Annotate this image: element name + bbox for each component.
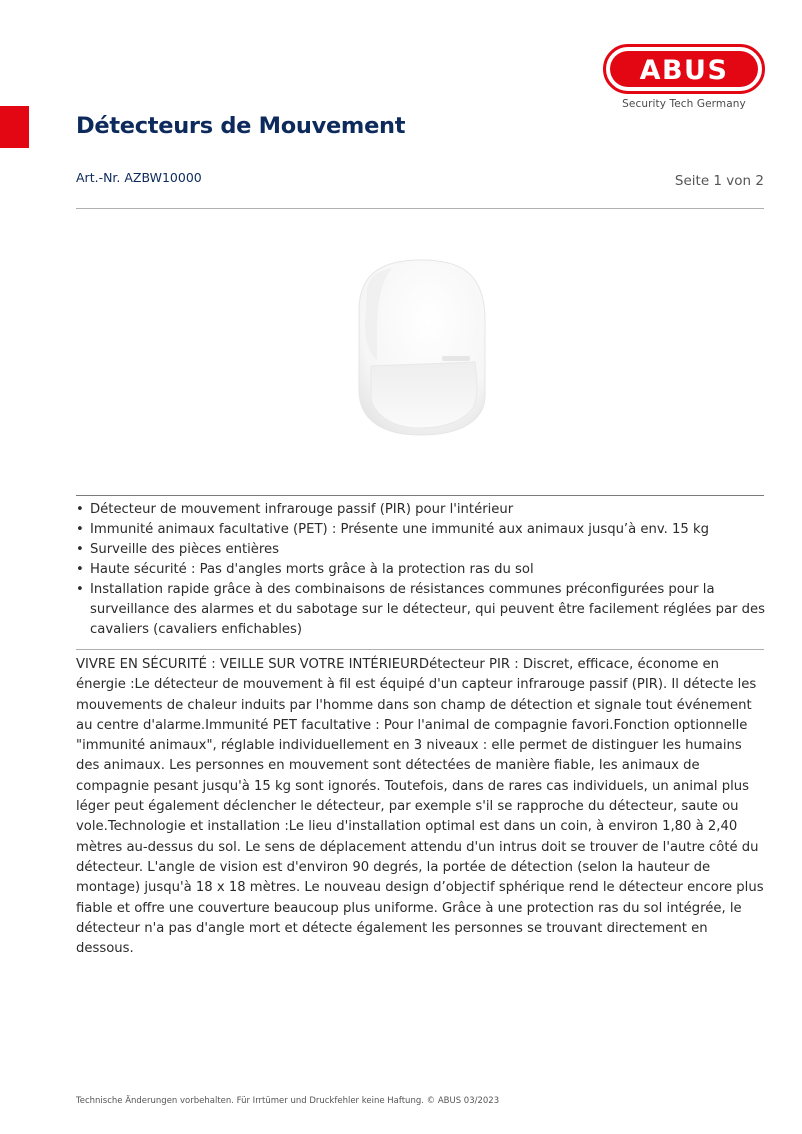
feature-item: • Détecteur de mouvement infrarouge passif (PIR) pour l'intérieur bbox=[76, 500, 766, 520]
feature-list bbox=[76, 500, 766, 640]
feature-item: • Surveille des pièces entières bbox=[76, 540, 766, 560]
article-number: Art.-Nr. AZBW10000 bbox=[76, 170, 202, 185]
product-description: VIVRE EN SÉCURITÉ : VEILLE SUR VOTRE INTÉRIEURDétecteur PIR : Discret, efficace, économe en énergie :Le détecteur de mouvement à fil est équipé d'un capteur infrarouge passif (PIR). Il détecte les mouvements de chaleur induits par l'homme dans son champ de détection et signale tout événement au centre d'alarme.Immunité PET facultative : Pour l'animal de compagnie favori.Fonction optionnelle "immunité animaux", réglable individuellement en 3 niveaux : elle permet de distinguer les humains des animaux. Les personnes en mouvement sont détectées de manière fiable, les animaux de compagnie pesant jusqu'à 15 kg sont ignorés. Toutefois, dans de rares cas individuels, un animal plus léger peut également déclencher le détecteur, par exemple s'il se rapproche du détecteur, saute ou vole.Technologie et installation :Le lieu d'installation optimal est dans un coin, à environ 1,80 à 2,40 mètres au-dessus du sol. Le sens de déplacement attendu d'un intrus doit se trouver de l'autre côté du détecteur. L'angle de vision est d'environ 90 degrés, la portée de détection (selon la hauteur de montage) jusqu'à 18 x 18 mètres. Le nouveau design d’objectif sphérique rend le détecteur encore plus fiable et offre une couverture beaucoup plus uniforme. Grâce à une protection ras du sol intégrée, le détecteur n'a pas d'angle mort et détecte également les personnes se trouvant directement en dessous. bbox=[76, 657, 764, 957]
divider-top bbox=[76, 208, 764, 209]
feature-item: • Immunité animaux facultative (PET) : Présente une immunité aux animaux jusqu’à env. 15 kg bbox=[76, 520, 766, 540]
bullet-icon: • bbox=[76, 582, 84, 597]
abus-logo-mark bbox=[603, 44, 765, 94]
bullet-icon: • bbox=[76, 522, 84, 537]
page-indicator: Seite 1 von 2 bbox=[674, 173, 764, 189]
bullet-icon: • bbox=[76, 542, 84, 557]
divider-features bbox=[76, 495, 764, 496]
product-image bbox=[297, 230, 545, 470]
abus-logo bbox=[603, 44, 765, 114]
red-page-marker bbox=[0, 106, 29, 148]
footer-disclaimer: Technische Änderungen vorbehalten. Für Irrtümer und Druckfehler keine Haftung. © ABUS 03/2023 bbox=[76, 1096, 500, 1106]
feature-item: • Haute sécurité : Pas d'angles morts grâce à la protection ras du sol bbox=[76, 560, 766, 580]
logo-tagline: Security Tech Germany bbox=[622, 98, 746, 110]
bullet-icon: • bbox=[76, 562, 84, 577]
feature-item: • Installation rapide grâce à des combinaisons de résistances communes préconfigurées pour la surveillance des alarmes et du sabotage sur le détecteur, qui peuvent être facilement réglées par des cavaliers (cavaliers enfichables) bbox=[76, 582, 766, 637]
bullet-icon: • bbox=[76, 502, 84, 517]
abus-logo-text: ABUS bbox=[639, 55, 729, 86]
page-title: Détecteurs de Mouvement bbox=[76, 113, 406, 139]
divider-description bbox=[76, 649, 764, 650]
